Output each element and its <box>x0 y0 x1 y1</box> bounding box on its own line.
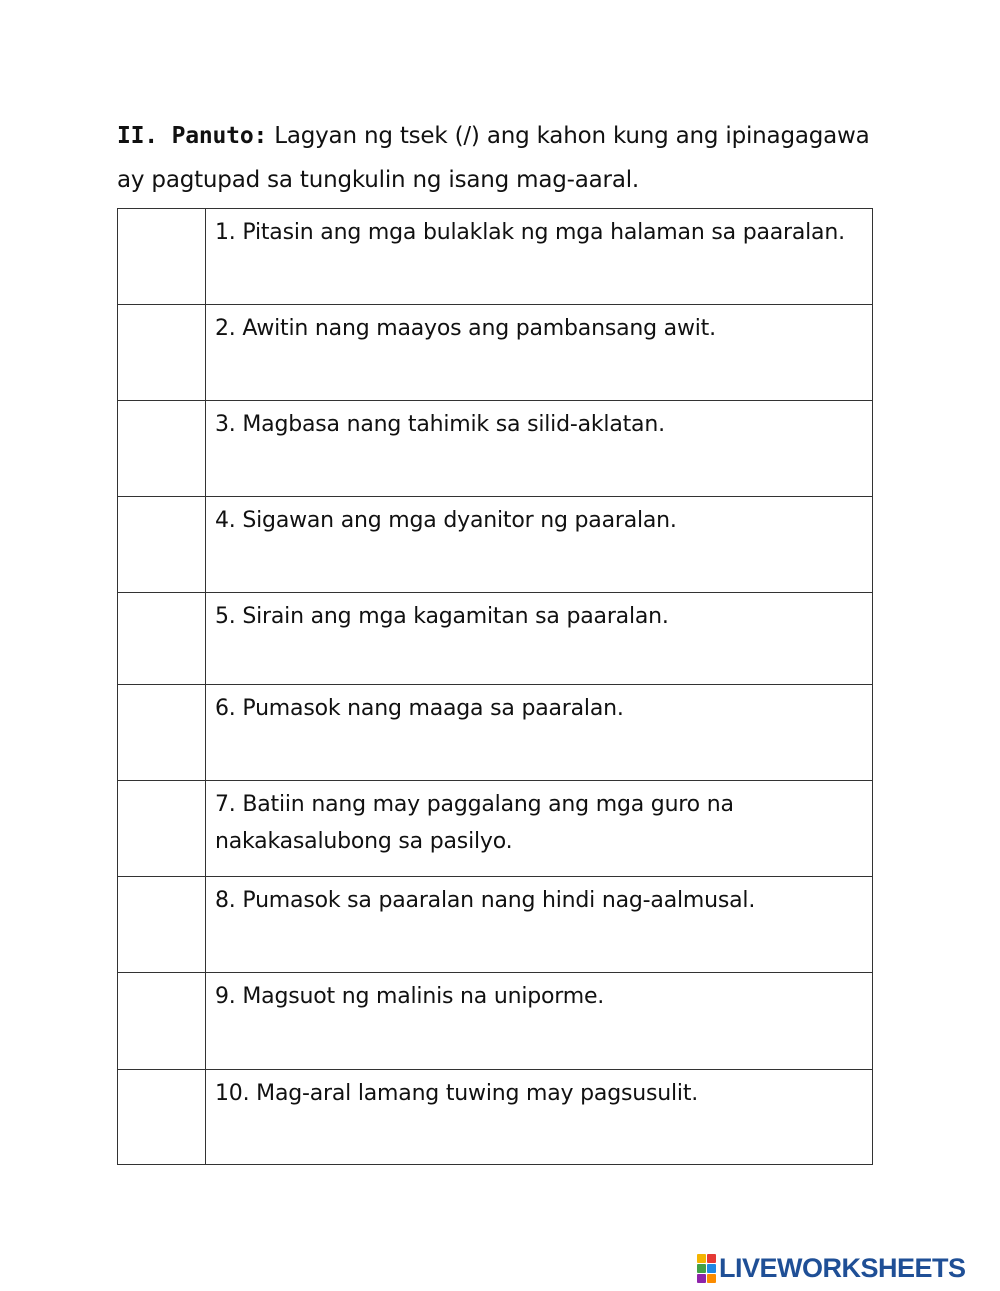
liveworksheets-logo-icon <box>697 1254 716 1283</box>
answer-box[interactable] <box>118 497 206 593</box>
logo-square <box>697 1264 706 1273</box>
item-text: 6. Pumasok nang maaga sa paaralan. <box>206 685 873 781</box>
answer-box[interactable] <box>118 401 206 497</box>
answer-box[interactable] <box>118 685 206 781</box>
logo-square <box>697 1274 706 1283</box>
item-text: 5. Sirain ang mga kagamitan sa paaralan. <box>206 593 873 685</box>
answer-box[interactable] <box>118 877 206 973</box>
item-text: 9. Magsuot ng malinis na uniporme. <box>206 973 873 1070</box>
answer-box[interactable] <box>118 1070 206 1165</box>
table-row <box>118 401 873 497</box>
table-row <box>118 305 873 401</box>
instructions-text: Lagyan ng tsek (/) ang kahon kung ang ipinagagawa ay pagtupad sa tungkulin ng isang mag-aaral. <box>117 123 870 193</box>
table-row <box>118 209 873 305</box>
instructions-label: II. Panuto: <box>117 123 268 149</box>
logo-text: LIVEWORKSHEETS <box>719 1252 966 1283</box>
item-text: 3. Magbasa nang tahimik sa silid-aklatan. <box>206 401 873 497</box>
instructions <box>117 114 887 202</box>
liveworksheets-logo <box>697 1254 966 1282</box>
answer-box[interactable] <box>118 305 206 401</box>
table-row <box>118 685 873 781</box>
item-text: 10. Mag-aral lamang tuwing may pagsusulit. <box>206 1070 873 1165</box>
logo-square <box>707 1254 716 1263</box>
item-text: 2. Awitin nang maayos ang pambansang awit. <box>206 305 873 401</box>
logo-square <box>697 1254 706 1263</box>
item-text: 7. Batiin nang may paggalang ang mga guro na nakakasalubong sa pasilyo. <box>206 781 873 877</box>
answer-box[interactable] <box>118 781 206 877</box>
item-text: 8. Pumasok sa paaralan nang hindi nag-aalmusal. <box>206 877 873 973</box>
item-text: 1. Pitasin ang mga bulaklak ng mga halaman sa paaralan. <box>206 209 873 305</box>
table-row <box>118 1070 873 1165</box>
checklist-table <box>117 208 873 1165</box>
table-row <box>118 497 873 593</box>
table-row <box>118 973 873 1070</box>
answer-box[interactable] <box>118 973 206 1070</box>
table-row <box>118 877 873 973</box>
answer-box[interactable] <box>118 593 206 685</box>
table-row <box>118 593 873 685</box>
answer-box[interactable] <box>118 209 206 305</box>
item-text: 4. Sigawan ang mga dyanitor ng paaralan. <box>206 497 873 593</box>
logo-square <box>707 1274 716 1283</box>
table-row <box>118 781 873 877</box>
logo-square <box>707 1264 716 1273</box>
